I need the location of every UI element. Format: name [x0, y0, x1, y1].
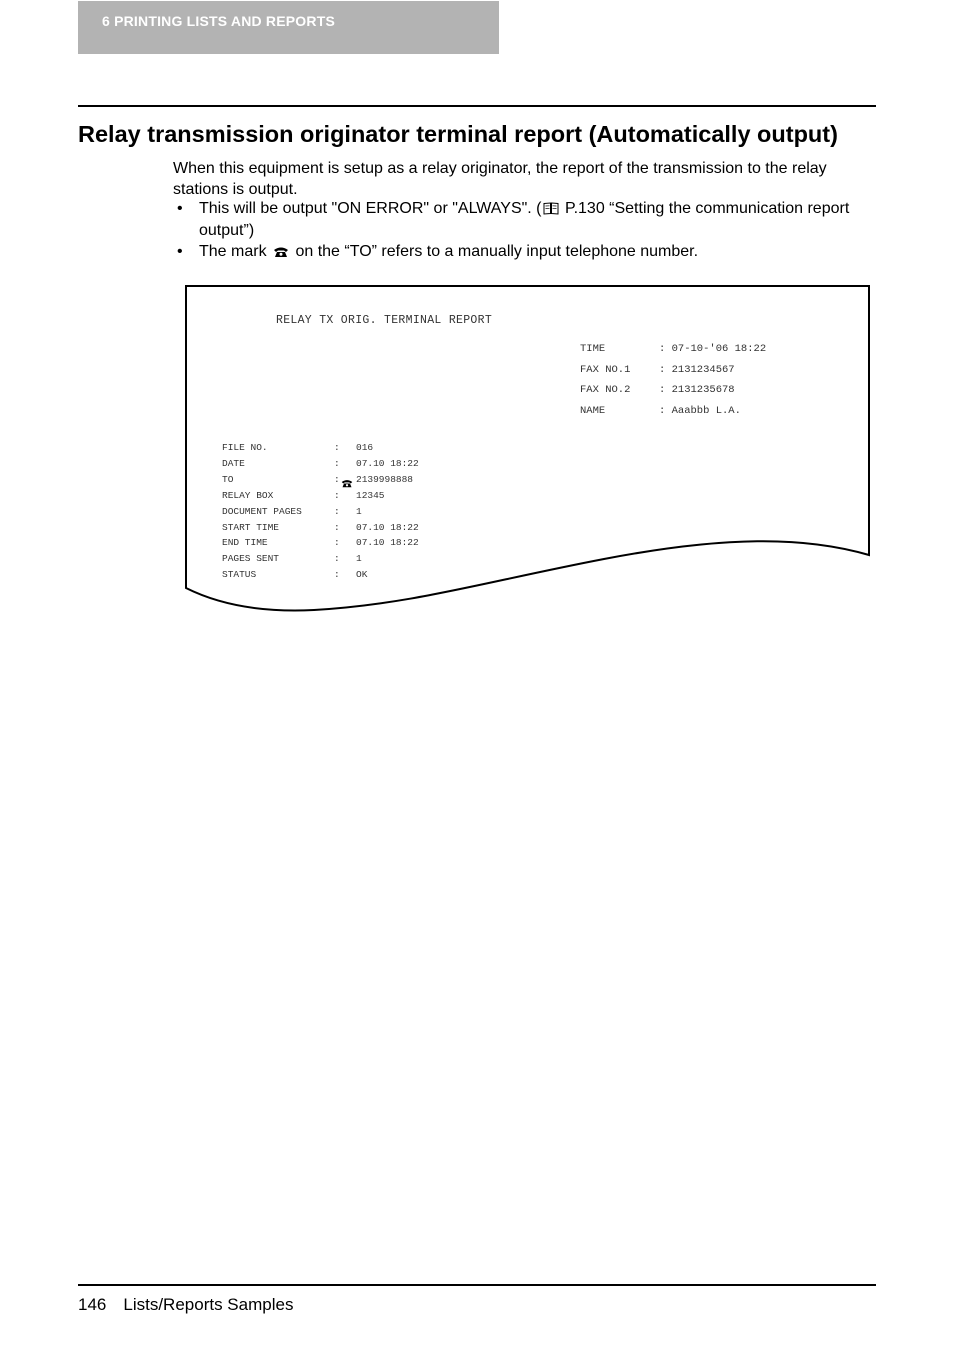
report-field-label: RELAY BOX [222, 490, 274, 501]
report-field-value: OK [356, 569, 368, 580]
bullet-dot: • [177, 200, 183, 217]
report-field-label: END TIME [222, 537, 268, 548]
report-field-colon: : [334, 490, 340, 501]
report-header-value-time: : 07-10-'06 18:22 [659, 343, 767, 355]
report-field-label: FILE NO. [222, 442, 268, 453]
report-field-value: 2139998888 [356, 474, 414, 485]
bullet-item-output-setting [173, 199, 878, 241]
bullet-text-before: The mark [199, 243, 272, 260]
bullet-list [173, 199, 878, 265]
report-field-label: DATE [222, 458, 245, 469]
report-field-label: START TIME [222, 522, 280, 533]
report-field-colon: : [334, 458, 340, 469]
report-header-value-fax1: : 2131234567 [659, 364, 735, 376]
report-field-colon: : [334, 522, 340, 533]
chapter-tab [78, 1, 499, 54]
phone-icon [341, 475, 353, 493]
report-field-value: 016 [356, 442, 374, 453]
report-field-label: TO [222, 474, 234, 485]
report-field-value: 07.10 18:22 [356, 537, 419, 548]
report-header-label-fax1: FAX NO.1 [580, 364, 631, 376]
report-field-colon: : [334, 553, 340, 564]
report-field-colon: : [334, 474, 340, 485]
report-field-value: 1 [356, 553, 362, 564]
report-field-label: DOCUMENT PAGES [222, 506, 302, 517]
report-header-label-fax2: FAX NO.2 [580, 384, 631, 396]
report-field-label: PAGES SENT [222, 553, 280, 564]
intro-paragraph: When this equipment is setup as a relay originator, the report of the transmission to the relay stations is output. [173, 160, 827, 198]
report-field-value: 1 [356, 506, 362, 517]
report-sample [184, 284, 874, 616]
bullet-text-after: on the “TO” refers to a manually input telephone number. [291, 243, 699, 260]
report-field-colon: : [334, 569, 340, 580]
footer-section-name: Lists/Reports Samples [123, 1295, 294, 1314]
chapter-label: 6 PRINTING LISTS AND REPORTS [102, 13, 335, 29]
bullet-text-after: P.130 “Setting the communication report output”) [199, 200, 850, 239]
report-header-label-time: TIME [580, 343, 606, 355]
report-field-label: STATUS [222, 569, 257, 580]
bullet-dot: • [177, 243, 183, 260]
report-field-value: 07.10 18:22 [356, 522, 419, 533]
top-rule [78, 105, 876, 107]
report-field-colon: : [334, 506, 340, 517]
report-field-colon: : [334, 442, 340, 453]
section-title: Relay transmission originator terminal report (Automatically output) [78, 121, 838, 147]
bullet-item-phone-mark [173, 242, 878, 264]
bullet-text-before: This will be output "ON ERROR" or "ALWAYS". ( [199, 200, 542, 217]
report-field-value: 07.10 18:22 [356, 458, 419, 469]
report-title: RELAY TX ORIG. TERMINAL REPORT [276, 314, 493, 327]
report-header-value-name: : Aaabbb L.A. [659, 405, 741, 417]
report-field-colon: : [334, 537, 340, 548]
phone-icon [273, 244, 289, 264]
report-field-value: 12345 [356, 490, 385, 501]
report-paper [184, 284, 874, 616]
page-number: 146 [78, 1295, 107, 1314]
page-footer [78, 1295, 293, 1315]
report-header-value-fax2: : 2131235678 [659, 384, 735, 396]
book-icon [543, 201, 559, 221]
report-header-label-name: NAME [580, 405, 606, 417]
bottom-rule [78, 1284, 876, 1286]
